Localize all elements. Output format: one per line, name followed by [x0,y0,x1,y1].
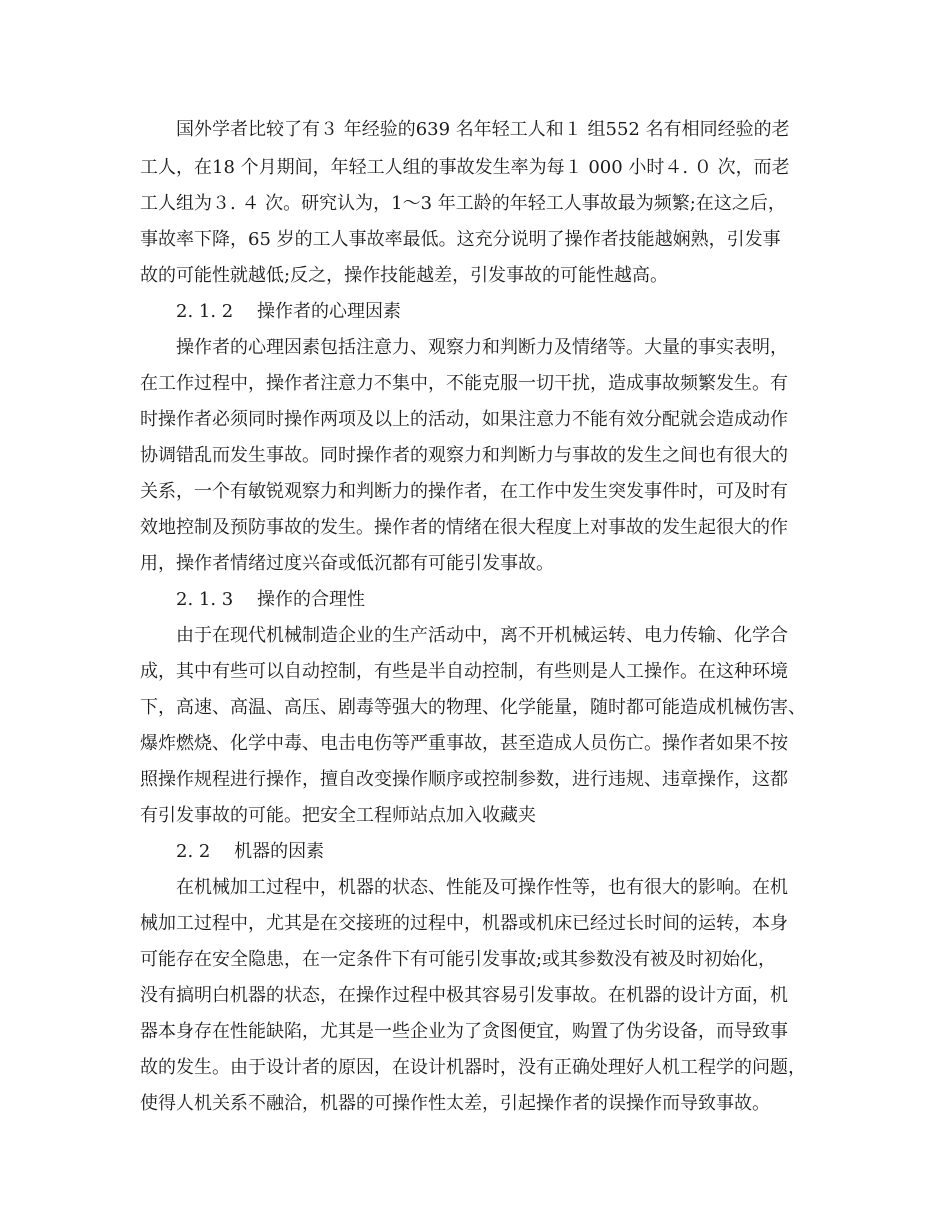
paragraph-line: 工人组为３. ４ 次。研究认为，1～3 年工龄的年轻工人事故最为频繁;在这之后， [140,193,786,214]
paragraph-line: 成，其中有些可以自动控制，有些是半自动控制，有些则是人工操作。在这种环境 [140,661,788,682]
section-heading-2-1-2: 2. 1. 2 操作者的心理因素 [176,301,401,322]
paragraph-line: 爆炸燃烧、化学中毒、电击电伤等严重事故，甚至造成人员伤亡。操作者如果不按 [140,733,788,754]
paragraph-line: 照操作规程进行操作，擅自改变操作顺序或控制参数，进行违规、违章操作，这都 [140,769,788,790]
paragraph-line: 协调错乱而发生事故。同时操作者的观察力和判断力与事故的发生之间也有很大的 [140,445,788,466]
paragraph-line: 有引发事故的可能。把安全工程师站点加入收藏夹 [140,805,536,826]
paragraph-line: 在机械加工过程中，机器的状态、性能及可操作性等，也有很大的影响。在机 [176,877,788,898]
paragraph-line: 时操作者必须同时操作两项及以上的活动，如果注意力不能有效分配就会造成动作 [140,409,788,430]
paragraph-line: 器本身存在性能缺陷，尤其是一些企业为了贪图便宜，购置了伪劣设备，而导致事 [140,1021,788,1042]
paragraph-line: 没有搞明白机器的状态，在操作过程中极其容易引发事故。在机器的设计方面，机 [140,985,788,1006]
paragraph-line: 事故率下降，65 岁的工人事故率最低。这充分说明了操作者技能越娴熟，引发事 [140,229,781,250]
paragraph-line: 故的可能性就越低;反之，操作技能越差，引发事故的可能性越高。 [140,265,669,286]
paragraph-line: 操作者的心理因素包括注意力、观察力和判断力及情绪等。大量的事实表明， [176,337,788,358]
paragraph-line: 械加工过程中，尤其是在交接班的过程中，机器或机床已经过长时间的运转，本身 [140,913,788,934]
paragraph-line: 使得人机关系不融洽，机器的可操作性太差，引起操作者的误操作而导致事故。 [140,1093,770,1114]
paragraph-line: 关系，一个有敏锐观察力和判断力的操作者，在工作中发生突发事件时，可及时有 [140,481,788,502]
paragraph-line: 在工作过程中，操作者注意力不集中，不能克服一切干扰，造成事故频繁发生。有 [140,373,788,394]
paragraph-line: 效地控制及预防事故的发生。操作者的情绪在很大程度上对事故的发生起很大的作 [140,517,788,538]
paragraph-line: 下，高速、高温、高压、剧毒等强大的物理、化学能量，随时都可能造成机械伤害、 [140,697,806,718]
paragraph-line: 工人，在18 个月期间，年轻工人组的事故发生率为每１ 000 小时４. ０ 次，而老 [140,157,790,178]
section-heading-2-1-3: 2. 1. 3 操作的合理性 [176,589,365,610]
paragraph-line: 可能存在安全隐患，在一定条件下有可能引发事故;或其参数没有被及时初始化， [140,949,777,970]
paragraph-line: 由于在现代机械制造企业的生产活动中，离不开机械运转、电力传输、化学合 [176,625,788,646]
paragraph-line: 国外学者比较了有３ 年经验的639 名年轻工人和１ 组552 名有相同经验的老 [176,119,790,140]
paragraph-line: 用，操作者情绪过度兴奋或低沉都有可能引发事故。 [140,553,554,574]
section-heading-2-2: 2. 2 机器的因素 [176,841,325,862]
paragraph-line: 故的发生。由于设计者的原因，在设计机器时，没有正确处理好人机工程学的问题， [140,1057,806,1078]
